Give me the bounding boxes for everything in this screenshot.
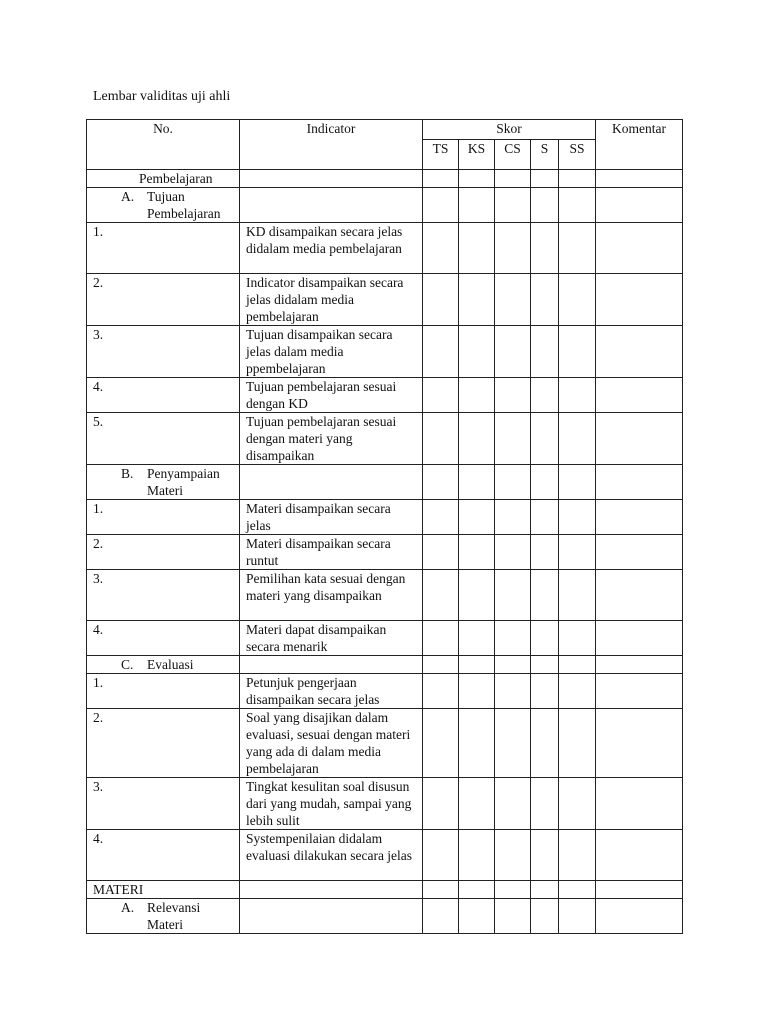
table-row [87,170,683,188]
comment-cell[interactable] [596,674,683,709]
score-cell[interactable] [423,621,459,656]
score-cell[interactable] [531,830,559,881]
score-cell[interactable] [459,881,495,899]
score-cell[interactable] [495,378,531,413]
comment-cell[interactable] [596,535,683,570]
score-cell[interactable] [459,535,495,570]
indicator-cell[interactable] [240,881,423,899]
score-cell[interactable] [559,326,596,378]
score-cell[interactable] [559,274,596,326]
header-indicator: Indicator [240,120,423,170]
score-cell[interactable] [559,778,596,830]
validity-table [86,119,683,934]
comment-cell[interactable] [596,656,683,674]
table-row [87,500,683,535]
item-number: 4. [87,830,240,881]
score-cell[interactable] [459,378,495,413]
score-cell[interactable] [559,899,596,934]
score-cell[interactable] [495,881,531,899]
table-row [87,223,683,274]
score-cell[interactable] [459,223,495,274]
score-cell[interactable] [423,830,459,881]
score-cell[interactable] [495,223,531,274]
score-cell[interactable] [459,170,495,188]
score-cell[interactable] [531,500,559,535]
score-cell[interactable] [559,535,596,570]
item-number: 2. [87,709,240,778]
score-cell[interactable] [459,188,495,223]
score-cell[interactable] [423,500,459,535]
comment-cell[interactable] [596,223,683,274]
score-cell[interactable] [459,465,495,500]
comment-cell[interactable] [596,465,683,500]
score-cell[interactable] [459,899,495,934]
score-cell[interactable] [423,413,459,465]
item-number: 3. [87,778,240,830]
score-cell[interactable] [495,570,531,621]
score-cell[interactable] [531,170,559,188]
score-cell[interactable] [559,413,596,465]
indicator-cell[interactable] [240,465,423,500]
comment-cell[interactable] [596,899,683,934]
score-cell[interactable] [459,674,495,709]
comment-cell[interactable] [596,570,683,621]
table-row [87,830,683,881]
score-cell[interactable] [559,656,596,674]
indicator-text: Tujuan pembelajaran sesuai dengan materi yang disampaikan [240,413,423,465]
table-row [87,535,683,570]
comment-cell[interactable] [596,621,683,656]
score-cell[interactable] [495,188,531,223]
skor-s: S [531,140,559,170]
table-row [87,899,683,934]
score-cell[interactable] [559,465,596,500]
score-cell[interactable] [531,656,559,674]
score-cell[interactable] [531,899,559,934]
section-label: MATERI [87,881,240,899]
table-row [87,674,683,709]
score-cell[interactable] [531,274,559,326]
item-number: 1. [87,223,240,274]
section-heading: C. Evaluasi [87,656,240,674]
section-heading: A. Relevansi Materi [87,899,240,934]
score-cell[interactable] [423,465,459,500]
score-cell[interactable] [531,465,559,500]
score-cell[interactable] [531,570,559,621]
score-cell[interactable] [459,570,495,621]
score-cell[interactable] [559,830,596,881]
score-cell[interactable] [531,535,559,570]
table-row [87,378,683,413]
table-row [87,656,683,674]
item-number: 4. [87,378,240,413]
comment-cell[interactable] [596,709,683,778]
table-row [87,465,683,500]
score-cell[interactable] [495,500,531,535]
section-heading: B. Penyampaian Materi [87,465,240,500]
item-number: 3. [87,326,240,378]
table-row [87,413,683,465]
comment-cell[interactable] [596,188,683,223]
skor-cs: CS [495,140,531,170]
score-cell[interactable] [531,778,559,830]
score-cell[interactable] [423,570,459,621]
indicator-text: Materi dapat disampaikan secara menarik [240,621,423,656]
score-cell[interactable] [559,674,596,709]
score-cell[interactable] [423,223,459,274]
score-cell[interactable] [423,881,459,899]
comment-cell[interactable] [596,881,683,899]
section-heading: A. Tujuan Pembelajaran [87,188,240,223]
score-cell[interactable] [423,170,459,188]
indicator-cell[interactable] [240,170,423,188]
score-cell[interactable] [495,899,531,934]
table-row [87,709,683,778]
score-cell[interactable] [459,500,495,535]
score-cell[interactable] [423,674,459,709]
score-cell[interactable] [559,378,596,413]
score-cell[interactable] [423,709,459,778]
indicator-text: KD disampaikan secara jelas didalam media pembelajaran [240,223,423,274]
indicator-text: Materi disampaikan secara runtut [240,535,423,570]
indicator-cell[interactable] [240,188,423,223]
score-cell[interactable] [423,535,459,570]
score-cell[interactable] [459,778,495,830]
score-cell[interactable] [495,709,531,778]
skor-ts: TS [423,140,459,170]
comment-cell[interactable] [596,778,683,830]
comment-cell[interactable] [596,413,683,465]
score-cell[interactable] [423,274,459,326]
score-cell[interactable] [495,656,531,674]
score-cell[interactable] [531,326,559,378]
score-cell[interactable] [423,899,459,934]
score-cell[interactable] [495,535,531,570]
indicator-text: Tujuan pembelajaran sesuai dengan KD [240,378,423,413]
score-cell[interactable] [495,326,531,378]
score-cell[interactable] [423,778,459,830]
score-cell[interactable] [459,830,495,881]
score-cell[interactable] [495,170,531,188]
indicator-cell[interactable] [240,656,423,674]
item-number: 4. [87,621,240,656]
indicator-text: Materi disampaikan secara jelas [240,500,423,535]
header-no: No. [87,120,240,170]
item-number: 3. [87,570,240,621]
score-cell[interactable] [495,674,531,709]
score-cell[interactable] [495,778,531,830]
score-cell[interactable] [559,188,596,223]
score-cell[interactable] [495,830,531,881]
score-cell[interactable] [459,709,495,778]
score-cell[interactable] [531,378,559,413]
comment-cell[interactable] [596,274,683,326]
table-row [87,326,683,378]
score-cell[interactable] [459,656,495,674]
score-cell[interactable] [423,188,459,223]
score-cell[interactable] [531,223,559,274]
table-row [87,188,683,223]
score-cell[interactable] [559,500,596,535]
comment-cell[interactable] [596,500,683,535]
item-number: 2. [87,274,240,326]
score-cell[interactable] [559,223,596,274]
item-number: 1. [87,674,240,709]
skor-ks: KS [459,140,495,170]
score-cell[interactable] [459,413,495,465]
item-number: 2. [87,535,240,570]
score-cell[interactable] [559,570,596,621]
indicator-text: Systempenilaian didalam evaluasi dilakukan secara jelas [240,830,423,881]
score-cell[interactable] [559,709,596,778]
score-cell[interactable] [459,621,495,656]
table-row [87,274,683,326]
indicator-text: Indicator disampaikan secara jelas didalam media pembelajaran [240,274,423,326]
comment-cell[interactable] [596,830,683,881]
indicator-text: Pemilihan kata sesuai dengan materi yang disampaikan [240,570,423,621]
score-cell[interactable] [495,413,531,465]
indicator-cell[interactable] [240,899,423,934]
item-number: 5. [87,413,240,465]
indicator-text: Tingkat kesulitan soal disusun dari yang mudah, sampai yang lebih sulit [240,778,423,830]
item-number: 1. [87,500,240,535]
indicator-text: Soal yang disajikan dalam evaluasi, sesuai dengan materi yang ada di dalam media pembelajaran [240,709,423,778]
score-cell[interactable] [423,656,459,674]
table-row [87,570,683,621]
document-title: Lembar validitas uji ahli [93,89,231,104]
score-cell[interactable] [423,326,459,378]
score-cell[interactable] [559,170,596,188]
score-cell[interactable] [531,709,559,778]
score-cell[interactable] [559,881,596,899]
score-cell[interactable] [495,465,531,500]
skor-ss: SS [559,140,596,170]
score-cell[interactable] [531,621,559,656]
score-cell[interactable] [531,188,559,223]
indicator-text: Tujuan disampaikan secara jelas dalam media ppembelajaran [240,326,423,378]
score-cell[interactable] [531,413,559,465]
table-row [87,881,683,899]
section-label: Pembelajaran [87,170,240,188]
comment-cell[interactable] [596,326,683,378]
score-cell[interactable] [495,274,531,326]
score-cell[interactable] [495,621,531,656]
score-cell[interactable] [423,378,459,413]
table-row [87,778,683,830]
score-cell[interactable] [459,274,495,326]
table-row [87,621,683,656]
header-komentar: Komentar [596,120,683,170]
comment-cell[interactable] [596,378,683,413]
score-cell[interactable] [459,326,495,378]
score-cell[interactable] [531,881,559,899]
header-skor: Skor [423,120,596,140]
score-cell[interactable] [531,674,559,709]
indicator-text: Petunjuk pengerjaan disampaikan secara jelas [240,674,423,709]
comment-cell[interactable] [596,170,683,188]
score-cell[interactable] [559,621,596,656]
